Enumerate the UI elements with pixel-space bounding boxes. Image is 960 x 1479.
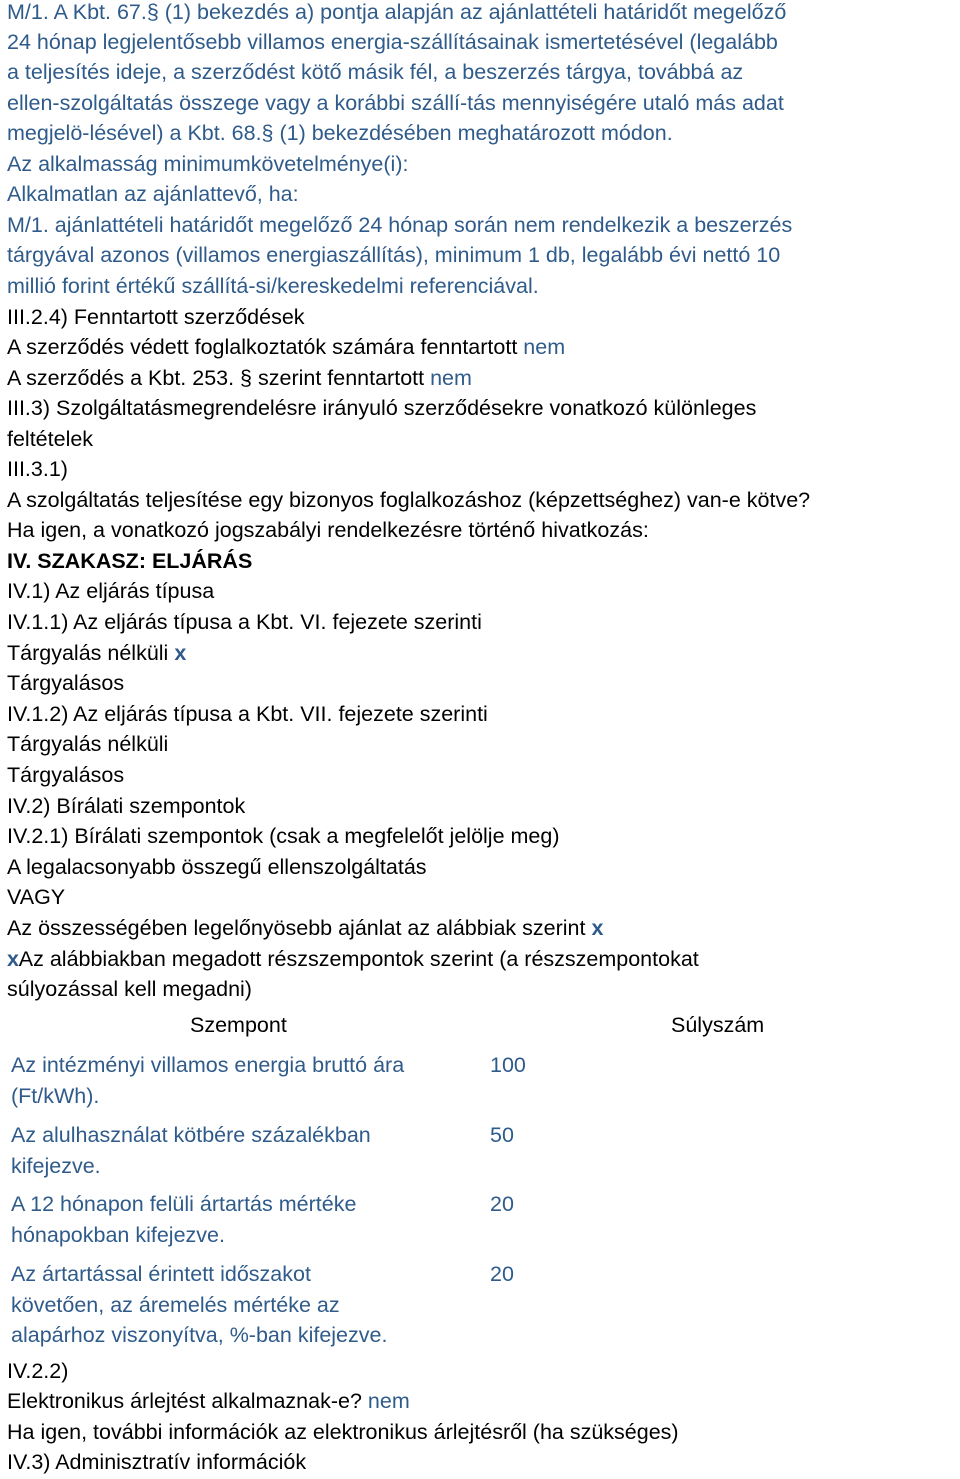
criteria-option-best	[7, 913, 603, 943]
criterion-line: hónapokban kifejezve.	[11, 1222, 225, 1247]
criteria-sub-option-label: Az alábbiakban megadott részszempontok szerint (a részszempontokat	[18, 947, 699, 971]
auction-question-label: Elektronikus árlejtést alkalmaznak-e?	[7, 1389, 362, 1413]
min-requirement-heading: Az alkalmasság minimumkövetelménye(i):	[7, 152, 409, 176]
selected-mark: x	[591, 916, 604, 940]
reserved-line-2-value: nem	[430, 366, 472, 390]
column-header-criterion: Szempont	[190, 1013, 287, 1037]
auction-question	[7, 1386, 410, 1416]
criteria-heading: IV.2) Bírálati szempontok	[7, 794, 246, 818]
unfit-label: Alkalmatlan az ajánlattevő, ha:	[7, 182, 299, 206]
selected-mark: x	[7, 947, 19, 971]
criterion-cell	[11, 1189, 486, 1250]
service-reference: Ha igen, a vonatkozó jogszabályi rendelkezésre történő hivatkozás:	[7, 518, 649, 542]
selected-mark: x	[174, 641, 187, 665]
criterion-line: kifejezve.	[11, 1153, 101, 1178]
procedure-vi-option-1	[7, 638, 186, 668]
reserved-line-1	[7, 332, 565, 362]
procedure-vii-option-2: Tárgyalásos	[7, 763, 125, 787]
requirement-line: millió forint értékű szállítá-si/kereskedelmi referenciával.	[7, 274, 539, 298]
criteria-or: VAGY	[7, 885, 66, 909]
criterion-line: Az ártartással érintett időszakot	[11, 1262, 311, 1286]
criteria-sub-heading: IV.2.1) Bírálati szempontok (csak a megfelelőt jelölje meg)	[7, 824, 560, 848]
reserved-heading: III.2.4) Fenntartott szerződések	[7, 305, 305, 329]
service-question: A szolgáltatás teljesítése egy bizonyos foglalkozáshoz (képzettséghez) van-e kötve?	[7, 488, 811, 512]
auction-info: Ha igen, további információk az elektronikus árlejtésről (ha szükséges)	[7, 1420, 679, 1444]
service-heading: III.3) Szolgáltatásmegrendelésre irányuló szerződésekre vonatkozó különleges	[7, 396, 757, 420]
service-heading-cont: feltételek	[7, 427, 94, 451]
criterion-cell	[11, 1259, 486, 1351]
auction-heading: IV.2.2)	[7, 1359, 69, 1383]
reserved-line-2	[7, 363, 472, 393]
reserved-line-1-label: A szerződés védett foglalkoztatók számára fenntartott	[7, 335, 518, 359]
weight-cell: 20	[490, 1262, 514, 1286]
criteria-option-best-label: Az összességében legelőnyösebb ajánlat az alábbiak szerint	[7, 916, 586, 940]
reserved-line-2-label: A szerződés a Kbt. 253. § szerint fenntartott	[7, 366, 425, 390]
intro-line: ellen-szolgáltatás összege vagy a korábbi szállí-tás mennyiségére utaló más adat	[7, 91, 784, 115]
intro-line: a teljesítés ideje, a szerződést kötő másik fél, a beszerzés tárgya, továbbá az	[7, 60, 744, 84]
service-sub-heading: III.3.1)	[7, 457, 68, 481]
intro-line: M/1. A Kbt. 67.§ (1) bekezdés a) pontja alapján az ajánlattételi határidőt megelőző	[7, 0, 787, 24]
criterion-line: A 12 hónapon felüli ártartás mértéke	[11, 1192, 357, 1216]
section-title: IV. SZAKASZ: ELJÁRÁS	[7, 549, 253, 573]
criterion-cell	[11, 1120, 486, 1181]
reserved-line-1-value: nem	[523, 335, 566, 359]
requirement-line: M/1. ajánlattételi határidőt megelőző 24 hónap során nem rendelkezik a beszerzés	[7, 213, 793, 237]
weight-cell: 100	[490, 1053, 526, 1077]
weight-cell: 20	[490, 1192, 514, 1216]
procedure-vi-option-2: Tárgyalásos	[7, 671, 125, 695]
procedure-type-heading: IV.1) Az eljárás típusa	[7, 579, 215, 603]
criteria-sub-option-cont: súlyozással kell megadni)	[7, 977, 252, 1001]
criterion-line: Az alulhasználat kötbére százalékban	[11, 1123, 371, 1147]
procedure-vii-heading: IV.1.2) Az eljárás típusa a Kbt. VII. fejezete szerinti	[7, 702, 488, 726]
criterion-line: (Ft/kWh).	[11, 1083, 100, 1108]
requirement-line: tárgyával azonos (villamos energiaszállítás), minimum 1 db, legalább évi nettó 10	[7, 243, 781, 267]
weight-cell: 50	[490, 1123, 514, 1147]
intro-line: 24 hónap legjelentősebb villamos energia-szállításainak ismertetésével (legalább	[7, 30, 778, 54]
criterion-line: Az intézményi villamos energia bruttó ára	[11, 1053, 405, 1077]
criteria-sub-option	[7, 944, 699, 974]
criterion-cell	[11, 1050, 486, 1111]
column-header-weight: Súlyszám	[671, 1013, 765, 1037]
intro-line: megjelö-lésével) a Kbt. 68.§ (1) bekezdésében meghatározott módon.	[7, 121, 673, 145]
procedure-vi-option-1-label: Tárgyalás nélküli	[7, 641, 169, 665]
procedure-vii-option-1: Tárgyalás nélküli	[7, 732, 169, 756]
criteria-option-lowest: A legalacsonyabb összegű ellenszolgáltatás	[7, 855, 427, 879]
criterion-line: követően, az áremelés mértéke az	[11, 1292, 340, 1317]
auction-value: nem	[367, 1389, 410, 1413]
admin-heading: IV.3) Adminisztratív információk	[7, 1450, 307, 1474]
procedure-vi-heading: IV.1.1) Az eljárás típusa a Kbt. VI. fejezete szerinti	[7, 610, 482, 634]
criterion-line: alapárhoz viszonyítva, %-ban kifejezve.	[11, 1323, 388, 1347]
